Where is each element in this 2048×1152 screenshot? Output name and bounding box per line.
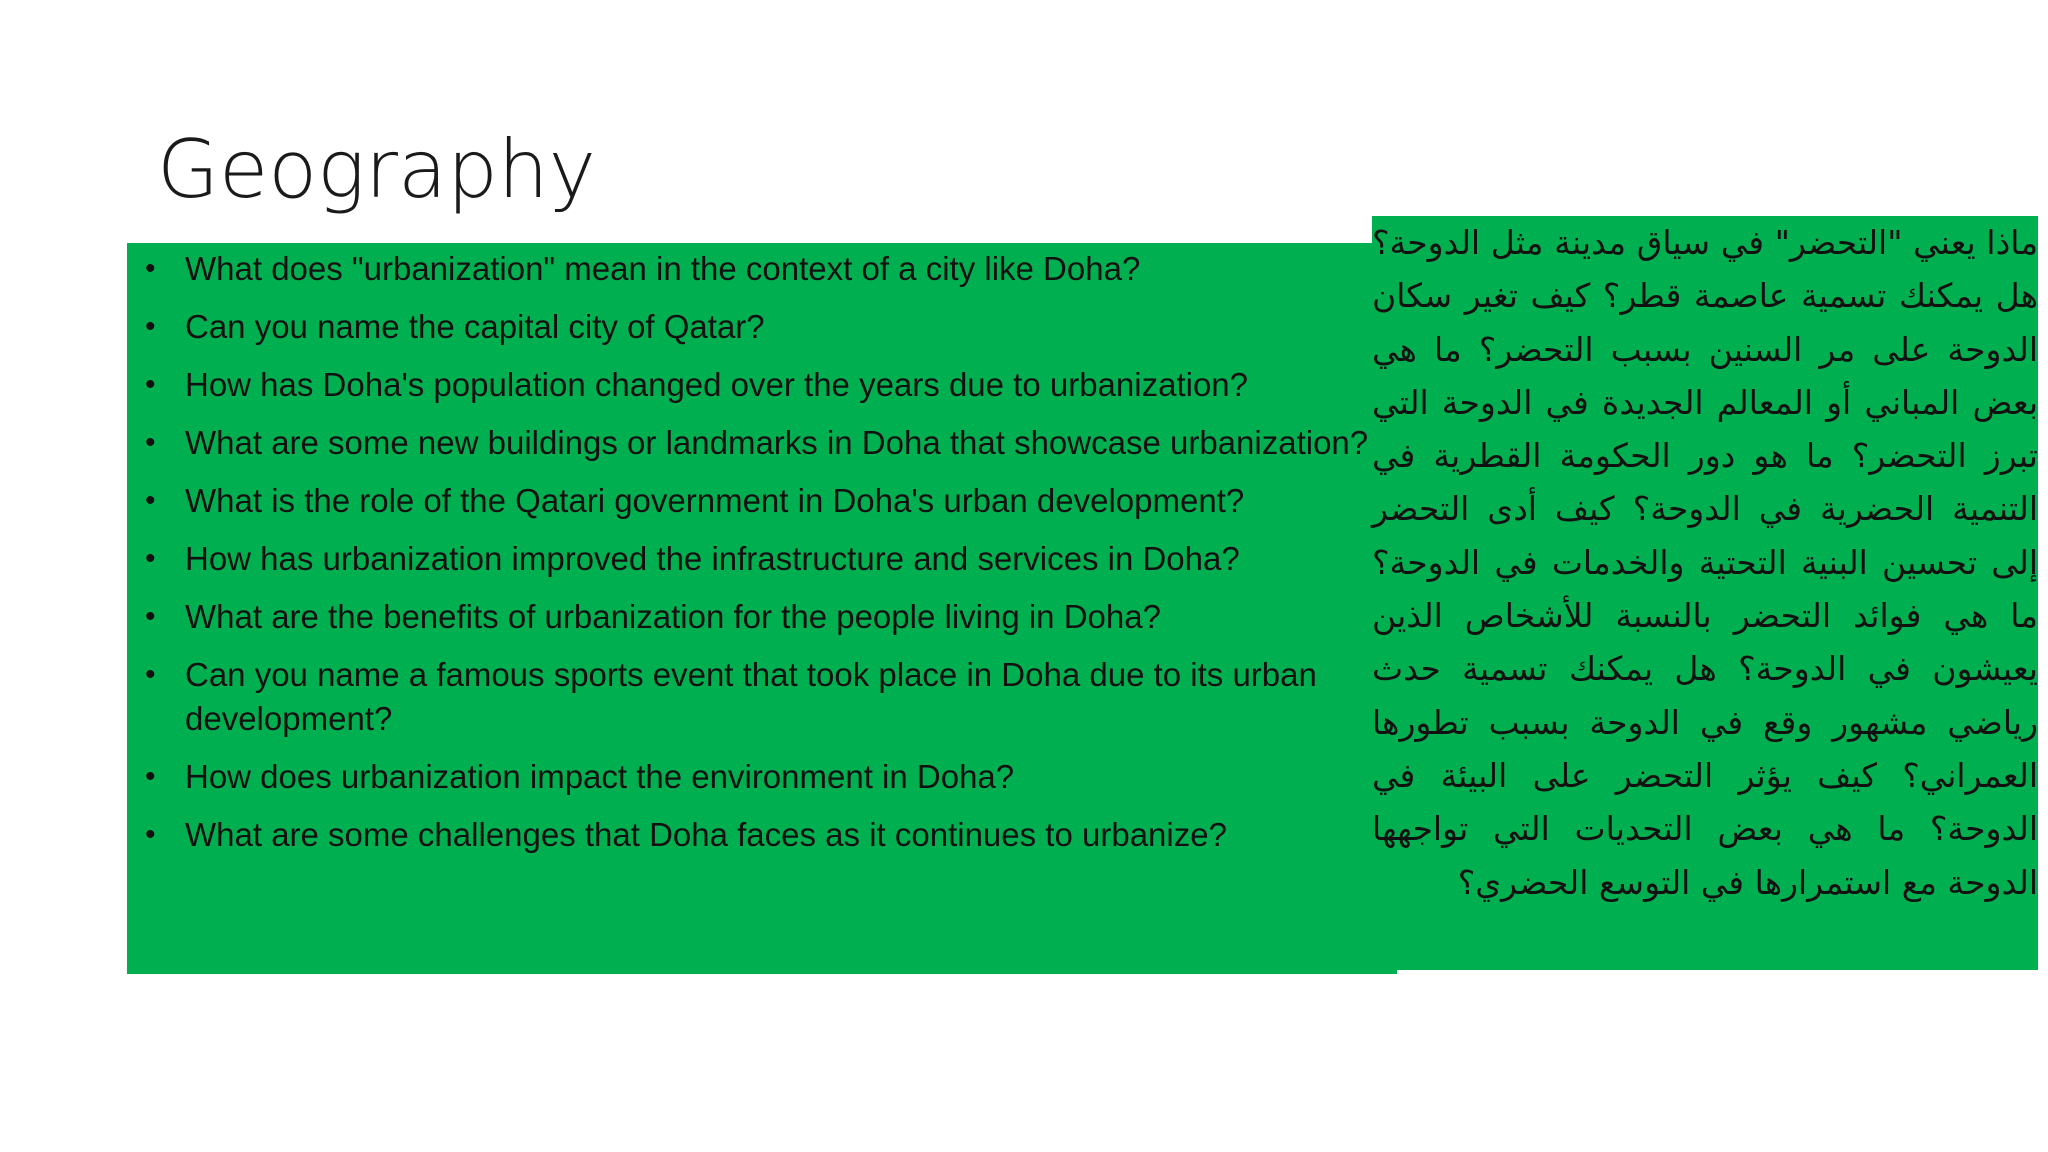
question-text: What are some new buildings or landmarks in Doha that showcase urbanization? xyxy=(185,424,1369,461)
question-text: Can you name the capital city of Qatar? xyxy=(185,308,765,345)
question-text: How does urbanization impact the environment in Doha? xyxy=(185,758,1015,795)
list-item xyxy=(127,247,1392,291)
bullet-icon: • xyxy=(145,310,156,343)
bullet-icon: • xyxy=(145,600,156,633)
question-text: What is the role of the Qatari government in Doha's urban development? xyxy=(185,482,1245,519)
english-questions-box xyxy=(127,243,1397,974)
question-text: What are the benefits of urbanization for the people living in Doha? xyxy=(185,598,1161,635)
list-item xyxy=(127,537,1392,581)
bullet-icon: • xyxy=(145,368,156,401)
bullet-icon: • xyxy=(145,484,156,517)
list-item xyxy=(127,755,1392,799)
bullet-icon: • xyxy=(145,252,156,285)
question-text: What are some challenges that Doha faces as it continues to urbanize? xyxy=(185,816,1227,853)
question-text: How has Doha's population changed over the years due to urbanization? xyxy=(185,366,1249,403)
english-questions-list xyxy=(127,247,1392,871)
slide-title: Geography xyxy=(157,123,596,216)
list-item xyxy=(127,479,1392,523)
bullet-icon: • xyxy=(145,818,156,851)
question-text: How has urbanization improved the infrastructure and services in Doha? xyxy=(185,540,1240,577)
bullet-icon: • xyxy=(145,760,156,793)
arabic-questions-text: ماذا يعني "التحضر" في سياق مدينة مثل الدوحة؟ هل يمكنك تسمية عاصمة قطر؟ كيف تغير سكان الدوحة على مر السنين بسبب التحضر؟ ما هي بعض المباني أو المعالم الجديدة في الدوحة التي تبرز التحضر؟ ما هو دور الحكومة القطرية في التنمية الحضرية في الدوحة؟ كيف أدى التحضر إلى تحسين البنية التحتية والخدمات في الدوحة؟ ما هي فوائد التحضر بالنسبة للأشخاص الذين يعيشون في الدوحة؟ هل يمكنك تسمية حدث رياضي مشهور وقع في الدوحة بسبب تطورها العمراني؟ كيف يؤثر التحضر على البيئة في الدوحة؟ ما هي بعض التحديات التي تواجهها الدوحة مع استمرارها في التوسع الحضري؟ xyxy=(1372,223,2038,902)
bullet-icon: • xyxy=(145,426,156,459)
list-item xyxy=(127,813,1392,857)
list-item xyxy=(127,305,1392,349)
list-item xyxy=(127,595,1392,639)
bullet-icon: • xyxy=(145,658,156,691)
question-text: Can you name a famous sports event that took place in Doha due to its urban development? xyxy=(185,656,1317,737)
list-item xyxy=(127,421,1392,465)
bullet-icon: • xyxy=(145,542,156,575)
list-item xyxy=(127,363,1392,407)
list-item xyxy=(127,653,1392,741)
question-text: What does "urbanization" mean in the context of a city like Doha? xyxy=(185,250,1141,287)
